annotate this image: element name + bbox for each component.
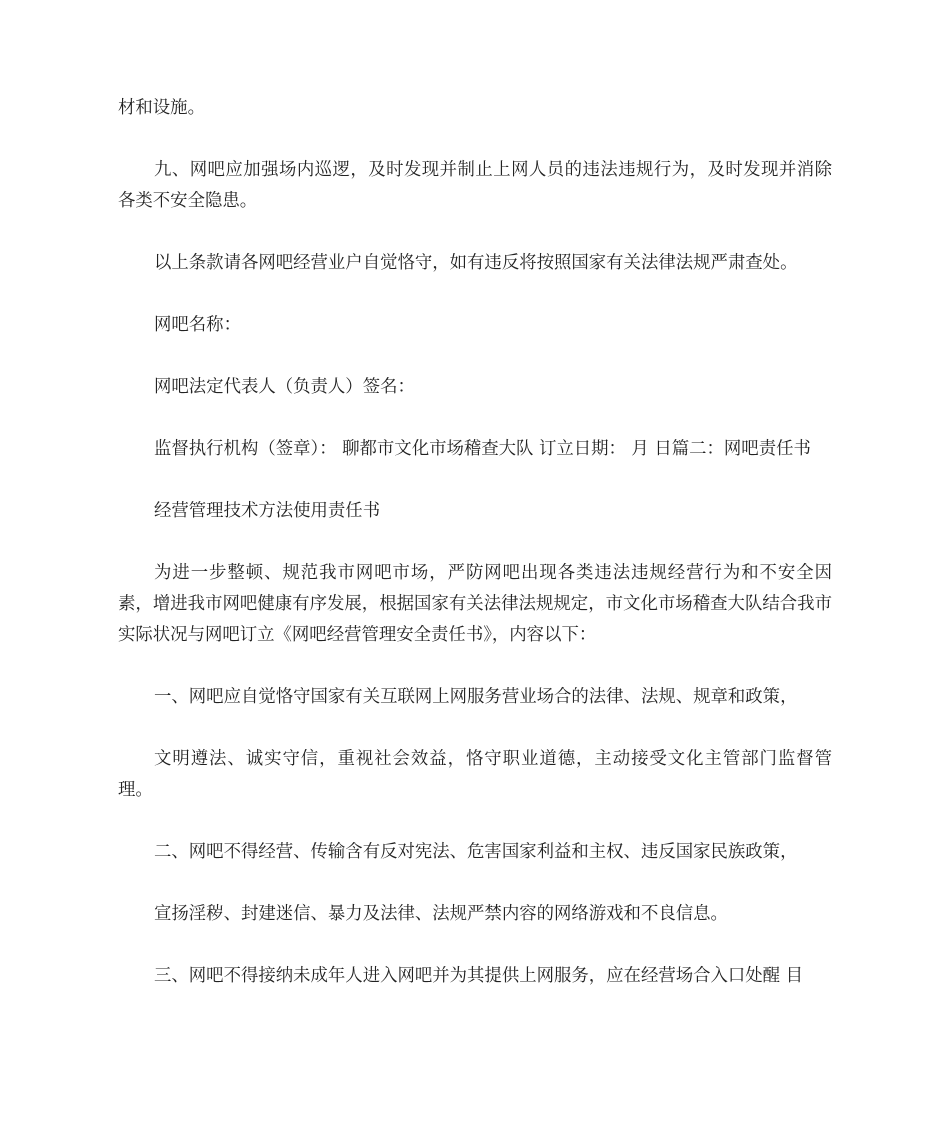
field-supervising-agency-and-date: 监督执行机构（签章）： 聊都市文化市场稽查大队 订立日期： 月 日篇二：网吧责任书 — [154, 439, 811, 459]
paragraph-clause-nine: 九、网吧应加强场内巡逻，及时发现并制止上网人员的违法违规行为，及时发现并消除各类不安全隐患。 — [118, 160, 832, 211]
paragraph-clause-two: 二、网吧不得经营、传输含有反对宪法、危害国家利益和主权、违反国家民族政策， — [154, 842, 798, 862]
paragraph-continuation: 材和设施。 — [118, 98, 205, 118]
document-body — [118, 93, 832, 1023]
section-title: 经营管理技术方法使用责任书 — [154, 501, 381, 521]
paragraph-clause-three: 三、网吧不得接纳未成年人进入网吧并为其提供上网服务，应在经营场合入口处醒 目 — [154, 966, 803, 986]
paragraph-clause-one: 一、网吧应自觉恪守国家有关互联网上网服务营业场合的法律、法规、规章和政策， — [154, 687, 798, 707]
paragraph-clause-two-continued: 宣扬淫秽、封建迷信、暴力及法律、法规严禁内容的网络游戏和不良信息。 — [154, 904, 728, 924]
paragraph-clause-one-continued: 文明遵法、诚实守信，重视社会效益，恪守职业道德，主动接受文化主管部门监督管理。 — [118, 749, 832, 800]
paragraph-introduction: 为进一步整顿、规范我市网吧市场，严防网吧出现各类违法违规经营行为和不安全因素，增进我市网吧健康有序发展，根据国家有关法律法规规定，市文化市场稽查大队结合我市实际状况与网吧订立《网吧经营管理安全责任书》，内容以下： — [118, 563, 832, 645]
field-legal-representative-signature: 网吧法定代表人（负责人）签名： — [154, 377, 415, 397]
paragraph-compliance-note: 以上条款请各网吧经营业户自觉恪守，如有违反将按照国家有关法律法规严肃查处。 — [154, 253, 798, 273]
field-netcafe-name: 网吧名称： — [154, 315, 241, 335]
